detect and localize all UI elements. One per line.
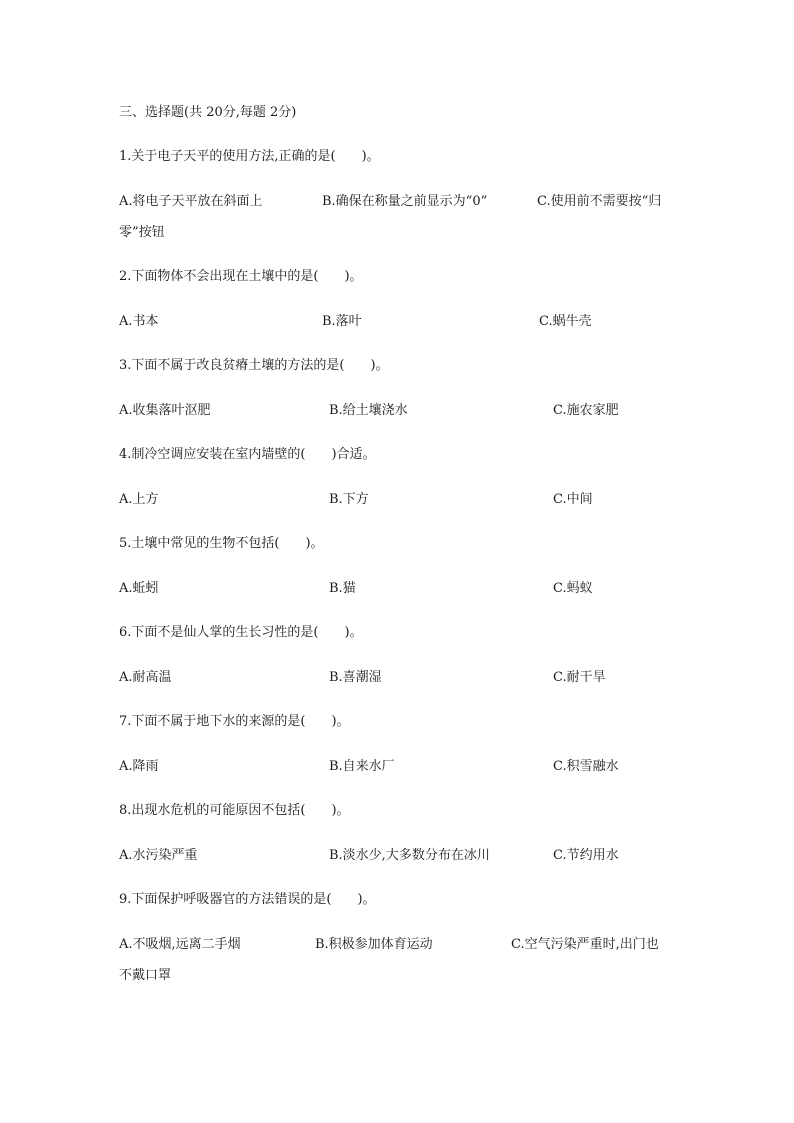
question-2-stem: 2.下面物体不会出现在土壤中的是( )。 [119,269,363,284]
question-7-option-c: C.积雪融水 [553,759,619,774]
question-1-continuation: 零”按钮 [119,225,165,240]
question-6-option-c: C.耐干旱 [553,670,606,685]
question-8-option-b: B.淡水少,大多数分布在冰川 [329,848,490,863]
question-3-option-b: B.给土壤浇水 [329,403,408,418]
question-1-option-a: A.将电子天平放在斜面上 [119,194,263,209]
question-6-option-b: B.喜潮湿 [329,670,382,685]
question-5-option-c: C.蚂蚁 [553,581,593,596]
section-title: 三、选择题(共 20分,每题 2分) [119,105,297,120]
question-7-stem: 7.下面不属于地下水的来源的是( )。 [119,714,350,729]
question-9-stem: 9.下面保护呼吸器官的方法错误的是( )。 [119,892,376,907]
question-4-option-c: C.中间 [553,492,593,507]
question-9-option-b: B.积极参加体育运动 [315,937,433,952]
question-7-option-a: A.降雨 [119,759,159,774]
question-2-option-c: C.蜗牛壳 [539,314,592,329]
question-8-option-a: A.水污染严重 [119,848,198,863]
question-4-option-a: A.上方 [119,492,159,507]
question-5-option-a: A.蚯蚓 [119,581,159,596]
question-6-stem: 6.下面不是仙人掌的生长习性的是( )。 [119,625,363,640]
question-5-option-b: B.猫 [329,581,356,596]
question-1-option-c: C.使用前不需要按“归 [537,194,662,209]
question-8-stem: 8.出现水危机的可能原因不包括( )。 [119,803,350,818]
question-4-stem: 4.制冷空调应安装在室内墙壁的( )合适。 [119,447,376,462]
question-6-option-a: A.耐高温 [119,670,172,685]
question-9-continuation: 不戴口罩 [119,968,172,983]
question-9-option-a: A.不吸烟,远离二手烟 [119,937,241,952]
question-3-stem: 3.下面不属于改良贫瘠土壤的方法的是( )。 [119,358,389,373]
question-4-option-b: B.下方 [329,492,369,507]
question-3-option-c: C.施农家肥 [553,403,619,418]
question-7-option-b: B.自来水厂 [329,759,395,774]
question-9-option-c: C.空气污染严重时,出门也 [511,937,659,952]
question-5-stem: 5.土壤中常见的生物不包括( )。 [119,536,324,551]
question-2-option-b: B.落叶 [322,314,362,329]
question-3-option-a: A.收集落叶沤肥 [119,403,211,418]
question-1-stem: 1.关于电子天平的使用方法,正确的是( )。 [119,149,380,164]
question-2-option-a: A.书本 [119,314,159,329]
question-8-option-c: C.节约用水 [553,848,619,863]
question-1-option-b: B.确保在称量之前显示为“0” [322,194,488,209]
